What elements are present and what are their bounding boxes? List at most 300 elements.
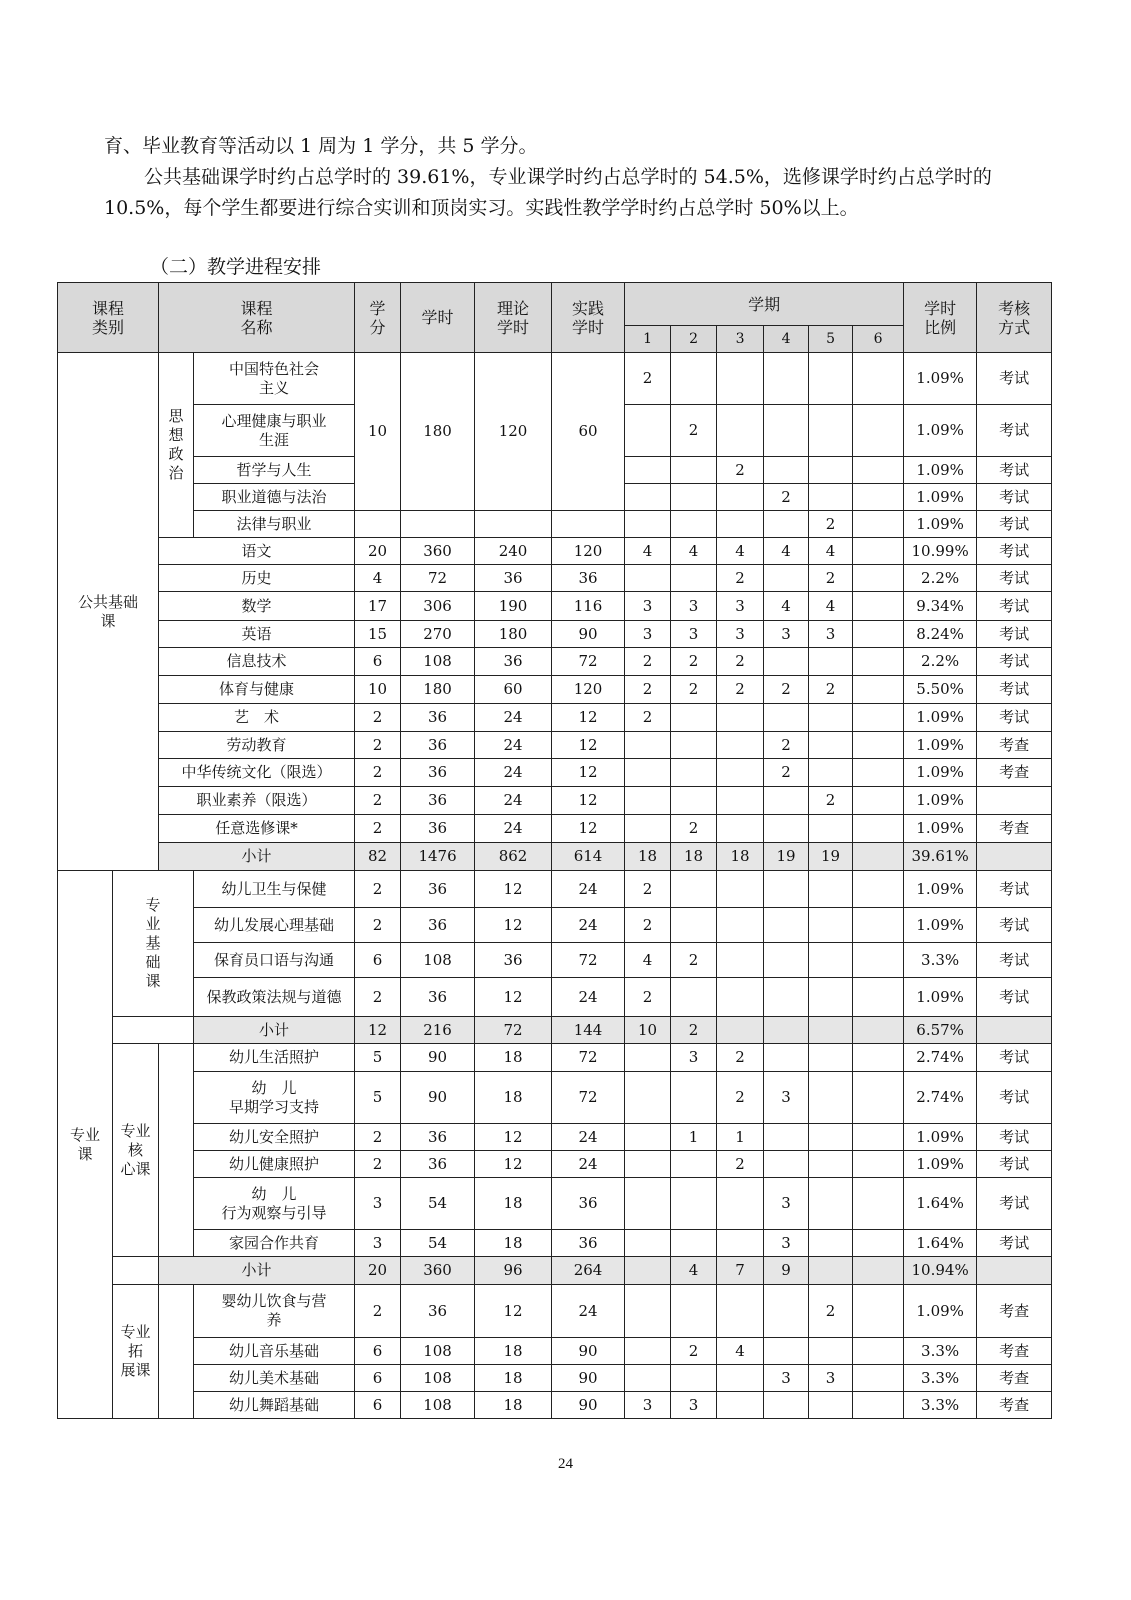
cell-s4: 3 bbox=[764, 1230, 809, 1257]
cell-hours: 36 bbox=[401, 815, 475, 843]
cell-s4 bbox=[764, 871, 809, 908]
cell-s5: 19 bbox=[809, 843, 853, 871]
header-credit: 学 分 bbox=[355, 283, 401, 353]
cell-s1: 3 bbox=[625, 592, 671, 621]
course-name: 艺 术 bbox=[159, 704, 355, 732]
cell-s2 bbox=[671, 1151, 717, 1178]
cell-practice: 36 bbox=[552, 565, 625, 592]
cell-ratio: 1.09% bbox=[904, 759, 977, 787]
cell-s6 bbox=[853, 1072, 904, 1124]
cell-practice: 24 bbox=[552, 1151, 625, 1178]
cell-hours: 108 bbox=[401, 943, 475, 978]
cell-s5 bbox=[809, 732, 853, 759]
cell-ratio: 1.09% bbox=[904, 978, 977, 1017]
cell-credit: 20 bbox=[355, 1257, 401, 1285]
cell-credit: 2 bbox=[355, 978, 401, 1017]
sizheng-shared-credit: 10 bbox=[355, 353, 401, 511]
cell-assess: 考试 bbox=[977, 908, 1052, 943]
course-name: 体育与健康 bbox=[159, 676, 355, 704]
cell-hours: 36 bbox=[401, 1285, 475, 1338]
cell-s4: 4 bbox=[764, 592, 809, 621]
cell-s1: 2 bbox=[625, 353, 671, 405]
course-name: 任意选修课* bbox=[159, 815, 355, 843]
cell-s3: 4 bbox=[717, 1338, 764, 1365]
page-number: 24 bbox=[558, 1456, 573, 1472]
cell-ratio: 1.09% bbox=[904, 908, 977, 943]
header-semester-4: 4 bbox=[764, 326, 809, 353]
cell-s2: 2 bbox=[671, 1338, 717, 1365]
header-semester-6: 6 bbox=[853, 326, 904, 353]
cell-s5 bbox=[809, 1044, 853, 1072]
cell-s6 bbox=[853, 538, 904, 565]
header-practice-hours: 实践 学时 bbox=[552, 283, 625, 353]
cell-s5 bbox=[809, 648, 853, 676]
cell-s3 bbox=[717, 732, 764, 759]
cell-s4 bbox=[764, 511, 809, 538]
cell-s4 bbox=[764, 908, 809, 943]
cell-s2: 18 bbox=[671, 843, 717, 871]
table-row bbox=[58, 1072, 1052, 1124]
cell-assess: 考试 bbox=[977, 1044, 1052, 1072]
cell-theory: 60 bbox=[475, 676, 552, 704]
group-ideological-political-label: 思 想 政 治 bbox=[168, 407, 184, 482]
cell-s6 bbox=[853, 1338, 904, 1365]
cell-practice: 24 bbox=[552, 1285, 625, 1338]
cell-s2: 4 bbox=[671, 538, 717, 565]
course-name: 幼 儿 行为观察与引导 bbox=[194, 1178, 355, 1230]
cell-s3 bbox=[717, 815, 764, 843]
cell-s4: 2 bbox=[764, 484, 809, 511]
course-name: 哲学与人生 bbox=[194, 457, 355, 484]
cell-s5 bbox=[809, 704, 853, 732]
cell-s2: 2 bbox=[671, 1017, 717, 1044]
cell-s3 bbox=[717, 405, 764, 457]
cell-s5: 3 bbox=[809, 1365, 853, 1392]
cell-ratio: 3.3% bbox=[904, 1392, 977, 1419]
cell-s5: 4 bbox=[809, 538, 853, 565]
cell-practice: 12 bbox=[552, 787, 625, 815]
cell-s6 bbox=[853, 978, 904, 1017]
group-professional-basic-label: 专 业 基 础 课 bbox=[145, 896, 161, 990]
course-name: 法律与职业 bbox=[194, 511, 355, 538]
cell-ratio: 6.57% bbox=[904, 1017, 977, 1044]
cell-theory: 36 bbox=[475, 648, 552, 676]
cell-hours: 36 bbox=[401, 1151, 475, 1178]
cell-assess: 考试 bbox=[977, 1151, 1052, 1178]
sizheng-shared-practice: 60 bbox=[552, 353, 625, 511]
cell-ratio: 1.09% bbox=[904, 484, 977, 511]
cell-credit: 5 bbox=[355, 1044, 401, 1072]
cell-s6 bbox=[853, 592, 904, 621]
cell-s2: 3 bbox=[671, 1392, 717, 1419]
cell-theory: 18 bbox=[475, 1230, 552, 1257]
cell-ratio: 1.09% bbox=[904, 1285, 977, 1338]
table-row bbox=[58, 1151, 1052, 1178]
cell-ratio: 3.3% bbox=[904, 1338, 977, 1365]
cell-s2 bbox=[671, 704, 717, 732]
cell-s2 bbox=[671, 978, 717, 1017]
cell-s1 bbox=[625, 565, 671, 592]
course-name: 幼儿美术基础 bbox=[194, 1365, 355, 1392]
cell-s6 bbox=[853, 1392, 904, 1419]
cell-s4 bbox=[764, 943, 809, 978]
cell-s5 bbox=[809, 1257, 853, 1285]
cell-s2 bbox=[671, 732, 717, 759]
cell-s3: 1 bbox=[717, 1124, 764, 1151]
cell-s3: 2 bbox=[717, 565, 764, 592]
cell-s3 bbox=[717, 511, 764, 538]
cell-hours: 216 bbox=[401, 1017, 475, 1044]
table-row bbox=[58, 565, 1052, 592]
cell-assess bbox=[977, 1017, 1052, 1044]
header-semester: 学期 bbox=[625, 283, 904, 326]
cell-ratio: 1.09% bbox=[904, 353, 977, 405]
cell-s5 bbox=[809, 871, 853, 908]
cell-s1 bbox=[625, 1044, 671, 1072]
table-row bbox=[58, 1392, 1052, 1419]
cell-credit: 2 bbox=[355, 871, 401, 908]
cell-s2 bbox=[671, 1365, 717, 1392]
table-row bbox=[58, 1044, 1052, 1072]
cell-credit: 10 bbox=[355, 676, 401, 704]
cell-credit: 2 bbox=[355, 759, 401, 787]
course-name: 中华传统文化（限选） bbox=[159, 759, 355, 787]
cell-s3 bbox=[717, 353, 764, 405]
cell-s6 bbox=[853, 908, 904, 943]
cell-s3: 7 bbox=[717, 1257, 764, 1285]
cell-practice: 72 bbox=[552, 1044, 625, 1072]
group-public-basic-label: 公共基础 课 bbox=[78, 592, 139, 630]
course-name: 劳动教育 bbox=[159, 732, 355, 759]
cell-hours: 90 bbox=[401, 1044, 475, 1072]
cell-s1 bbox=[625, 1338, 671, 1365]
table-row bbox=[58, 538, 1052, 565]
cell-hours: 54 bbox=[401, 1178, 475, 1230]
cell-hours: 270 bbox=[401, 621, 475, 648]
cell-practice: 12 bbox=[552, 815, 625, 843]
cell-s2: 3 bbox=[671, 1044, 717, 1072]
cell-theory: 12 bbox=[475, 1124, 552, 1151]
cell-practice: 120 bbox=[552, 538, 625, 565]
cell-s2: 2 bbox=[671, 405, 717, 457]
cell-assess bbox=[977, 787, 1052, 815]
cell-credit: 5 bbox=[355, 1072, 401, 1124]
cell-s6 bbox=[853, 1044, 904, 1072]
cell-s6 bbox=[853, 1178, 904, 1230]
cell-ratio: 1.09% bbox=[904, 1151, 977, 1178]
cell-s3 bbox=[717, 943, 764, 978]
cell-theory: 24 bbox=[475, 787, 552, 815]
cell-s2 bbox=[671, 1285, 717, 1338]
cell-practice: 36 bbox=[552, 1178, 625, 1230]
course-name: 幼儿音乐基础 bbox=[194, 1338, 355, 1365]
cell-s1 bbox=[625, 815, 671, 843]
cell-practice: 144 bbox=[552, 1017, 625, 1044]
subtotal-row bbox=[58, 1257, 1052, 1285]
cell-ratio: 9.34% bbox=[904, 592, 977, 621]
cell-credit: 6 bbox=[355, 1365, 401, 1392]
cell-ratio: 1.09% bbox=[904, 1124, 977, 1151]
table-row bbox=[58, 648, 1052, 676]
cell-s6 bbox=[853, 871, 904, 908]
cell-credit: 20 bbox=[355, 538, 401, 565]
table-row bbox=[58, 943, 1052, 978]
course-name: 信息技术 bbox=[159, 648, 355, 676]
blank-cell bbox=[159, 1044, 194, 1257]
course-name: 历史 bbox=[159, 565, 355, 592]
cell-s3 bbox=[717, 1365, 764, 1392]
course-name: 职业素养（限选） bbox=[159, 787, 355, 815]
cell-s6 bbox=[853, 704, 904, 732]
cell-practice: 12 bbox=[552, 759, 625, 787]
cell-ratio: 1.09% bbox=[904, 511, 977, 538]
cell-ratio: 1.09% bbox=[904, 871, 977, 908]
cell-s5 bbox=[809, 1151, 853, 1178]
subtotal-row bbox=[58, 1017, 1052, 1044]
cell-ratio: 1.64% bbox=[904, 1178, 977, 1230]
cell-practice: 24 bbox=[552, 978, 625, 1017]
cell-s3 bbox=[717, 787, 764, 815]
cell-s1: 18 bbox=[625, 843, 671, 871]
cell-credit: 2 bbox=[355, 815, 401, 843]
cell-s4: 2 bbox=[764, 676, 809, 704]
cell-assess: 考查 bbox=[977, 759, 1052, 787]
cell-s3 bbox=[717, 908, 764, 943]
cell-s2 bbox=[671, 787, 717, 815]
cell-assess: 考试 bbox=[977, 1178, 1052, 1230]
cell-s3 bbox=[717, 1285, 764, 1338]
cell-assess: 考试 bbox=[977, 457, 1052, 484]
cell-theory: 12 bbox=[475, 871, 552, 908]
cell-s5 bbox=[809, 1230, 853, 1257]
cell-s5: 2 bbox=[809, 676, 853, 704]
cell-theory: 862 bbox=[475, 843, 552, 871]
cell-assess: 考试 bbox=[977, 565, 1052, 592]
cell-s1: 2 bbox=[625, 871, 671, 908]
cell-theory bbox=[475, 511, 552, 538]
cell-s1 bbox=[625, 1230, 671, 1257]
course-name: 婴幼儿饮食与营 养 bbox=[194, 1285, 355, 1338]
cell-s1 bbox=[625, 484, 671, 511]
table-row bbox=[58, 978, 1052, 1017]
table-row bbox=[58, 1124, 1052, 1151]
course-name: 幼儿生活照护 bbox=[194, 1044, 355, 1072]
cell-s2 bbox=[671, 871, 717, 908]
cell-s6 bbox=[853, 787, 904, 815]
intro-paragraph-1: 育、毕业教育等活动以 1 周为 1 学分，共 5 学分。 bbox=[104, 135, 538, 157]
cell-s6 bbox=[853, 511, 904, 538]
cell-s4 bbox=[764, 565, 809, 592]
cell-s5: 2 bbox=[809, 511, 853, 538]
sizheng-shared-theory: 120 bbox=[475, 353, 552, 511]
cell-s3: 3 bbox=[717, 621, 764, 648]
cell-s3: 4 bbox=[717, 538, 764, 565]
cell-s1 bbox=[625, 457, 671, 484]
cell-s2 bbox=[671, 565, 717, 592]
cell-s2 bbox=[671, 353, 717, 405]
cell-s4 bbox=[764, 1151, 809, 1178]
cell-assess: 考查 bbox=[977, 1338, 1052, 1365]
cell-practice: 24 bbox=[552, 871, 625, 908]
cell-credit: 17 bbox=[355, 592, 401, 621]
cell-ratio: 1.09% bbox=[904, 732, 977, 759]
group-ideological-political bbox=[159, 353, 194, 538]
cell-s5 bbox=[809, 457, 853, 484]
cell-s1: 2 bbox=[625, 978, 671, 1017]
cell-theory: 24 bbox=[475, 732, 552, 759]
cell-s1 bbox=[625, 511, 671, 538]
table-row bbox=[58, 1338, 1052, 1365]
cell-s2: 2 bbox=[671, 815, 717, 843]
cell-s5 bbox=[809, 978, 853, 1017]
cell-s4 bbox=[764, 405, 809, 457]
table-row bbox=[58, 759, 1052, 787]
blank-cell bbox=[159, 1285, 194, 1419]
cell-practice: 24 bbox=[552, 1124, 625, 1151]
cell-practice: 90 bbox=[552, 1392, 625, 1419]
cell-s2 bbox=[671, 908, 717, 943]
cell-s3: 2 bbox=[717, 676, 764, 704]
cell-hours: 36 bbox=[401, 908, 475, 943]
cell-s4 bbox=[764, 648, 809, 676]
cell-s1: 4 bbox=[625, 943, 671, 978]
cell-theory: 36 bbox=[475, 943, 552, 978]
header-semester-1: 1 bbox=[625, 326, 671, 353]
cell-s2 bbox=[671, 1178, 717, 1230]
cell-s5 bbox=[809, 759, 853, 787]
course-name: 保教政策法规与道德 bbox=[194, 978, 355, 1017]
cell-assess: 考试 bbox=[977, 978, 1052, 1017]
cell-credit: 2 bbox=[355, 908, 401, 943]
cell-s5 bbox=[809, 1392, 853, 1419]
cell-hours: 36 bbox=[401, 871, 475, 908]
cell-s3 bbox=[717, 1178, 764, 1230]
cell-assess: 考查 bbox=[977, 1392, 1052, 1419]
cell-hours: 360 bbox=[401, 1257, 475, 1285]
cell-credit: 2 bbox=[355, 704, 401, 732]
cell-s5 bbox=[809, 405, 853, 457]
cell-s3: 2 bbox=[717, 1044, 764, 1072]
cell-s5 bbox=[809, 815, 853, 843]
group-professional bbox=[58, 871, 113, 1419]
subtotal-row bbox=[58, 843, 1052, 871]
group-professional-label: 专业 课 bbox=[69, 1125, 100, 1163]
cell-hours: 108 bbox=[401, 1365, 475, 1392]
cell-s2 bbox=[671, 457, 717, 484]
cell-credit: 82 bbox=[355, 843, 401, 871]
cell-ratio: 10.94% bbox=[904, 1257, 977, 1285]
section-title: （二）教学进程安排 bbox=[150, 256, 322, 278]
cell-s1 bbox=[625, 1257, 671, 1285]
cell-practice: 90 bbox=[552, 1365, 625, 1392]
cell-practice bbox=[552, 511, 625, 538]
cell-s6 bbox=[853, 1365, 904, 1392]
cell-hours: 360 bbox=[401, 538, 475, 565]
cell-s3: 2 bbox=[717, 1072, 764, 1124]
cell-s4 bbox=[764, 1285, 809, 1338]
cell-ratio: 1.09% bbox=[904, 457, 977, 484]
course-name: 幼 儿 早期学习支持 bbox=[194, 1072, 355, 1124]
cell-s4 bbox=[764, 1338, 809, 1365]
course-name: 数学 bbox=[159, 592, 355, 621]
cell-practice: 72 bbox=[552, 1072, 625, 1124]
cell-credit bbox=[355, 511, 401, 538]
cell-assess: 考试 bbox=[977, 353, 1052, 405]
cell-hours: 36 bbox=[401, 704, 475, 732]
sizheng-shared-hours: 180 bbox=[401, 353, 475, 511]
header-semester-3: 3 bbox=[717, 326, 764, 353]
cell-theory: 18 bbox=[475, 1072, 552, 1124]
cell-s6 bbox=[853, 621, 904, 648]
cell-ratio: 39.61% bbox=[904, 843, 977, 871]
cell-ratio: 3.3% bbox=[904, 943, 977, 978]
cell-s6 bbox=[853, 648, 904, 676]
cell-credit: 12 bbox=[355, 1017, 401, 1044]
cell-s1: 3 bbox=[625, 1392, 671, 1419]
cell-s1 bbox=[625, 1285, 671, 1338]
cell-s5 bbox=[809, 943, 853, 978]
cell-s3 bbox=[717, 1017, 764, 1044]
cell-hours: 306 bbox=[401, 592, 475, 621]
cell-s4 bbox=[764, 1392, 809, 1419]
cell-s6 bbox=[853, 815, 904, 843]
cell-theory: 24 bbox=[475, 759, 552, 787]
cell-practice: 72 bbox=[552, 648, 625, 676]
cell-s3 bbox=[717, 1392, 764, 1419]
cell-s6 bbox=[853, 1151, 904, 1178]
cell-s4: 2 bbox=[764, 732, 809, 759]
header-hours: 学时 bbox=[401, 283, 475, 353]
cell-credit: 2 bbox=[355, 1285, 401, 1338]
header-semester-5: 5 bbox=[809, 326, 853, 353]
cell-credit: 2 bbox=[355, 732, 401, 759]
cell-s4: 3 bbox=[764, 1365, 809, 1392]
cell-s6 bbox=[853, 457, 904, 484]
cell-hours: 108 bbox=[401, 648, 475, 676]
cell-theory: 12 bbox=[475, 978, 552, 1017]
cell-assess: 考试 bbox=[977, 1230, 1052, 1257]
cell-s4 bbox=[764, 1017, 809, 1044]
cell-assess: 考试 bbox=[977, 511, 1052, 538]
cell-s3 bbox=[717, 978, 764, 1017]
cell-ratio: 2.2% bbox=[904, 648, 977, 676]
table-row bbox=[58, 1178, 1052, 1230]
cell-s4: 19 bbox=[764, 843, 809, 871]
cell-s1: 2 bbox=[625, 908, 671, 943]
cell-s6 bbox=[853, 1017, 904, 1044]
cell-ratio: 5.50% bbox=[904, 676, 977, 704]
cell-s2 bbox=[671, 759, 717, 787]
cell-assess: 考试 bbox=[977, 592, 1052, 621]
cell-hours: 180 bbox=[401, 676, 475, 704]
cell-practice: 264 bbox=[552, 1257, 625, 1285]
cell-s6 bbox=[853, 676, 904, 704]
cell-credit: 2 bbox=[355, 1151, 401, 1178]
cell-assess: 考试 bbox=[977, 676, 1052, 704]
cell-s4 bbox=[764, 457, 809, 484]
cell-s2 bbox=[671, 1230, 717, 1257]
table-row bbox=[58, 1230, 1052, 1257]
table-row bbox=[58, 908, 1052, 943]
cell-practice: 72 bbox=[552, 943, 625, 978]
cell-theory: 12 bbox=[475, 1151, 552, 1178]
cell-ratio: 2.74% bbox=[904, 1044, 977, 1072]
course-name: 幼儿舞蹈基础 bbox=[194, 1392, 355, 1419]
cell-s2: 2 bbox=[671, 943, 717, 978]
cell-s1 bbox=[625, 759, 671, 787]
cell-assess: 考试 bbox=[977, 871, 1052, 908]
course-name: 职业道德与法治 bbox=[194, 484, 355, 511]
